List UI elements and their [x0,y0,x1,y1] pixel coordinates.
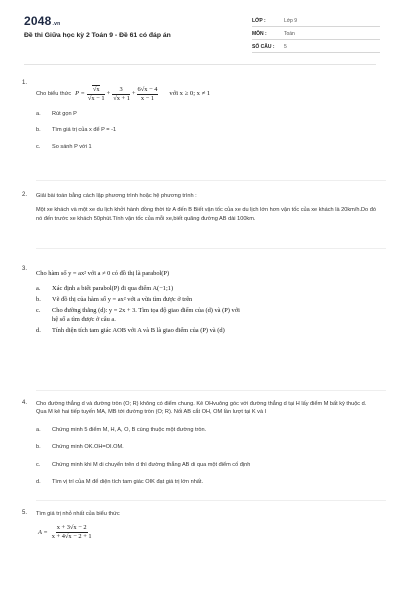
formula-lhs: A = [38,528,48,536]
formula-operator: + [106,90,111,98]
sub-item-label: d. [36,327,41,334]
meta-key: SỐ CÂU : [252,44,275,50]
question-separator [36,500,386,501]
fraction-a [51,524,93,541]
sub-item-text: Chứng minh khi M di chuyển trên d thì đường thẳng AB di qua một điểm cố định [52,461,251,468]
sub-item [36,443,376,451]
question-intro: Cho biểu thức [36,91,72,98]
question-number: 2. [22,192,28,198]
formula-term: √ x [92,85,100,93]
sub-item-text: hệ số a tìm được ở câu a. [52,316,116,323]
meta-value: Lớp 9 [284,18,298,24]
sub-item [36,126,376,134]
site-logo[interactable] [24,14,60,28]
sub-item [36,426,376,434]
sub-item-text: Vẽ đồ thị của hàm số y = ax² với a vừa tìm được ở trên [52,296,193,303]
sub-item-label: c. [36,461,41,468]
question-text: Một xe khách và một xe du lịch khởi hành đồng thời từ A đến B Biết vận tốc của xe du lịch lớn hơn vận tốc của xe khách là 20km/h.Do đó nó đến trước xe khách 50phút.Tính vận tốc của mỗi xe,biết quãng đường AB dài 100km. [36,207,376,222]
sub-item-label: a. [36,285,41,292]
formula-denominator: x + 4√x − 2 + 1 [51,533,92,541]
document-meta [252,14,380,53]
sub-item-label: b. [36,296,41,303]
question-body [36,86,376,151]
sub-item-label: b. [36,127,41,134]
logo-main: 2048 [24,14,52,28]
question-number: 1. [22,80,28,86]
fraction-term-2 [111,86,131,103]
sub-item-text: Cho đường thẳng (d): y = 2x + 3. Tìm tọa độ giao điểm của (d) và (P) với [52,307,240,314]
formula-operator: + [131,90,136,98]
question-number: 3. [22,266,28,272]
logo-suffix: .vn [52,21,61,27]
sub-item-text: Chứng minh OK.OH=OI.OM. [52,444,124,451]
sub-item-text: Tìm giá trị của x để P = -1 [52,127,117,134]
meta-key: LỚP : [252,18,266,24]
question-body [36,400,376,486]
formula-condition: với x ≥ 0; x ≠ 1 [169,90,211,98]
sub-item [36,306,376,315]
question-separator [36,180,386,181]
fraction-term-3 [137,86,159,103]
header-divider [24,64,376,65]
sub-item-text: Chứng minh 5 điểm M, H, A, O, B cùng thuộc một đường tròn. [52,426,207,433]
formula-term: √ x + 1 [112,94,130,102]
sub-item-label: c. [36,307,41,314]
sub-item-label [36,315,52,324]
sub-item [36,295,376,304]
formula-term: 3 [119,86,123,93]
meta-row-count [252,40,380,53]
meta-key: MÔN : [252,31,267,37]
sub-item [36,326,376,335]
question-body [36,266,376,335]
sub-item-label: c. [36,143,41,150]
sub-item-text: Rút gọn P [52,111,77,117]
formula-lhs: P = [75,90,85,98]
sub-item [36,110,376,118]
meta-row-subject [252,27,380,40]
sub-item-text: Tìm vị trí của M để diện tích tam giác OIK đạt giá trị lớn nhất. [52,479,204,486]
formula-term: √ x − 1 [87,94,105,102]
sub-item-label: b. [36,444,41,451]
sub-item [36,315,376,324]
sub-item [36,461,376,469]
meta-row-class [252,14,380,27]
question-separator [36,248,386,249]
sub-item-label: a. [36,426,41,433]
question-intro: Cho hàm số y = ax² với a ≠ 0 có đồ thị là parabol(P) [36,270,170,277]
formula-numerator: x + 3√x − 2 [56,524,87,532]
formula-term: 6√x − 4 [137,86,158,93]
question-body [36,510,376,541]
question-1-formula-line [36,86,376,103]
question-intro: Tìm giá trị nhỏ nhất của biểu thức [36,511,120,517]
sub-item [36,284,376,293]
document-title: Đề thi Giữa học kỳ 2 Toán 9 - Đề 61 có đáp án [24,32,171,39]
meta-value: 5 [284,44,287,50]
meta-value: Toán [284,31,295,37]
sub-item-label: d. [36,479,41,486]
fraction-term-1 [86,86,106,103]
sub-item [36,143,376,151]
question-body [36,192,376,223]
expression-p [75,86,159,103]
question-intro: Giải bài toán bằng cách lập phương trình hoặc hệ phương trình : [36,193,197,199]
sub-item-text: So sánh P với 1 [52,143,92,150]
question-number: 4. [22,400,28,406]
sub-item-text: Tính diện tích tam giác AOB với A và B là giao điểm của (P) và (d) [52,327,225,334]
question-separator [36,390,386,391]
sub-item [36,478,376,486]
expression-a [38,524,376,541]
question-number: 5. [22,510,28,516]
document-header [0,0,400,62]
question-intro: Cho đường thẳng d và đường tròn (O; R) không có điểm chung. Kẻ OHvuông góc với đường thẳng d tại H lấy điểm M bất kỳ thuộc d. Qua M kẻ hai tiếp tuyến MA, MB tới đường tròn (O; R). Nối AB cắt OH, OM lần lượt tại K và I [36,401,367,416]
sub-item-label: a. [36,111,41,117]
sub-item-text: Xác định a biết parabol(P) đi qua điểm A(−1;1) [52,285,174,292]
formula-term: x − 1 [140,95,155,102]
